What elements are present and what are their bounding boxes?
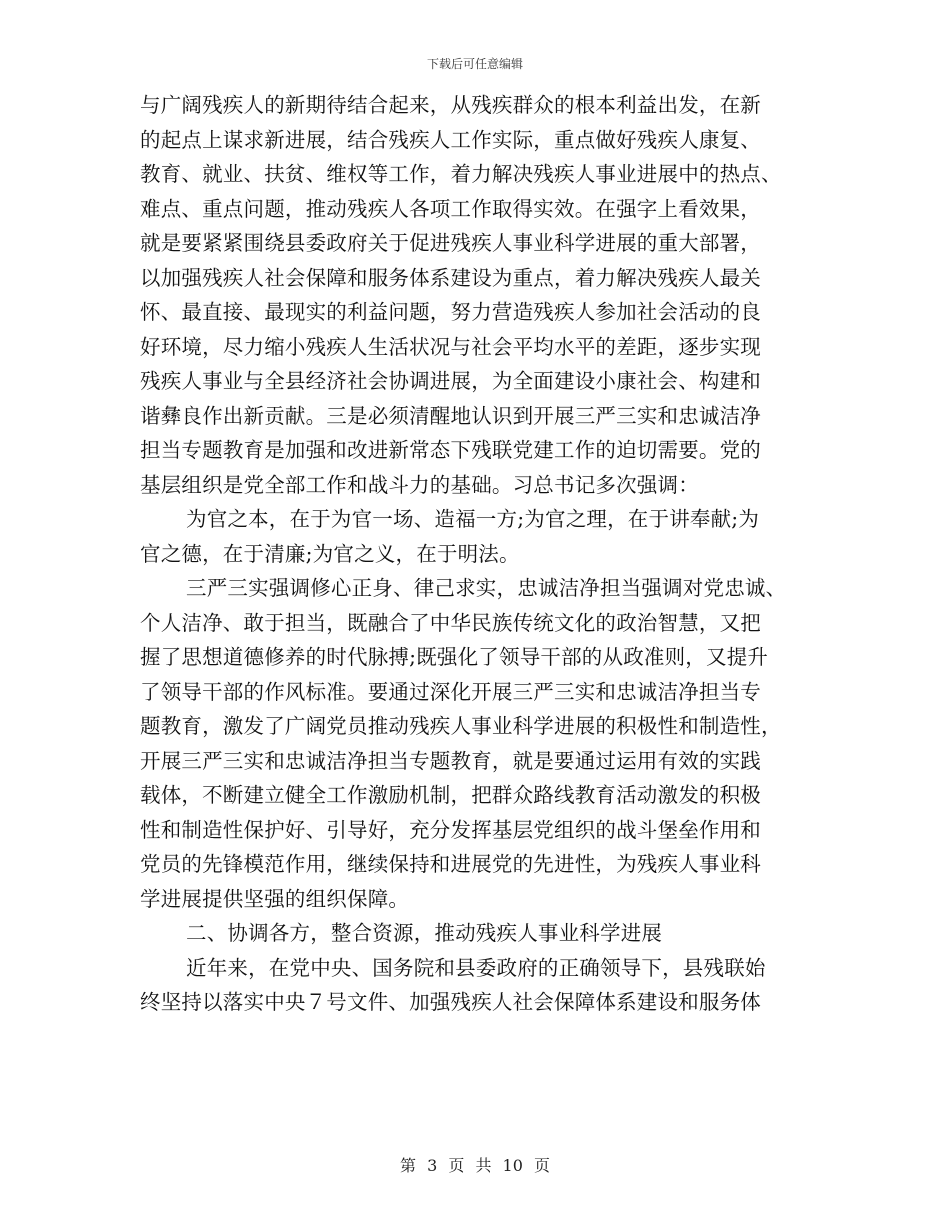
text-line: 好环境，尽力缩小残疾人生活状况与社会平均水平的差距，逐步实现 [140, 334, 761, 359]
section-heading: 二、协调各方，整合资源，推动残疾人事业科学进展 [186, 921, 663, 945]
paragraph-start-line: 近年来，在党中央、国务院和县委政府的正确领导下，县残联始 [186, 955, 766, 980]
page-number-footer: 第 3 页 共 10 页 [400, 1156, 550, 1175]
paragraph-start-line: 为官之本，在于为官一场、造福一方;为官之理，在于讲奉献;为 [186, 507, 760, 531]
text-line: 怀、最直接、最现实的利益问题，努力营造残疾人参加社会活动的良 [140, 300, 761, 324]
text-line: 谐彝良作出新贡献。三是必须清醒地认识到开展三严三实和忠诚洁净 [140, 403, 761, 428]
text-line: 了领导干部的作风标准。要通过深化开展三严三实和忠诚洁净担当专 [140, 679, 761, 704]
text-line: 残疾人事业与全县经济社会协调进展，为全面建设小康社会、构建和 [140, 369, 761, 393]
text-line: 担当专题教育是加强和改进新常态下残联党建工作的迫切需要。党的 [140, 438, 761, 462]
text-line: 学进展提供坚强的组织保障。 [140, 886, 410, 911]
text-line: 性和制造性保护好、引导好，充分发挥基层党组织的战斗堡垒作用和 [140, 817, 761, 842]
text-line: 教育、就业、扶贫、维权等工作，着力解决残疾人事业进展中的热点、 [140, 162, 782, 186]
text-line: 终坚持以落实中央７号文件、加强残疾人社会保障体系建设和服务体 [140, 990, 761, 1014]
text-line: 党员的先锋模范作用，继续保持和进展党的先进性，为残疾人事业科 [140, 852, 761, 876]
text-line: 握了思想道德修养的时代脉搏;既强化了领导干部的从政准则，又提升 [140, 645, 769, 669]
text-line: 与广阔残疾人的新期待结合起来，从残疾群众的根本利益出发，在新 [140, 93, 761, 117]
text-line: 载体，不断建立健全工作激励机制，把群众路线教育活动激发的积极 [140, 783, 761, 807]
document-body [140, 88, 820, 1020]
text-line: 个人洁净、敢于担当，既融合了中华民族传统文化的政治智慧，又把 [140, 610, 761, 635]
text-line: 就是要紧紧围绕县委政府关于促进残疾人事业科学进展的重大部署， [140, 231, 761, 255]
text-line: 的起点上谋求新进展，结合残疾人工作实际，重点做好残疾人康复、 [140, 127, 761, 152]
text-line: 以加强残疾人社会保障和服务体系建设为重点，着力解决残疾人最关 [140, 265, 761, 290]
text-line: 官之德，在于清廉;为官之义，在于明法。 [140, 541, 520, 566]
header-note: 下载后可任意编辑 [426, 57, 523, 71]
paragraph-start-line: 三严三实强调修心正身、律己求实，忠诚洁净担当强调对党忠诚、 [186, 576, 787, 600]
text-line: 难点、重点问题，推动残疾人各项工作取得实效。在强字上看效果， [140, 196, 761, 221]
text-line: 开展三严三实和忠诚洁净担当专题教育，就是要通过运用有效的实践 [140, 748, 761, 773]
text-line: 基层组织是党全部工作和战斗力的基础。习总书记多次强调： [140, 472, 699, 497]
text-line: 题教育，激发了广阔党员推动残疾人事业科学进展的积极性和制造性， [140, 714, 782, 738]
